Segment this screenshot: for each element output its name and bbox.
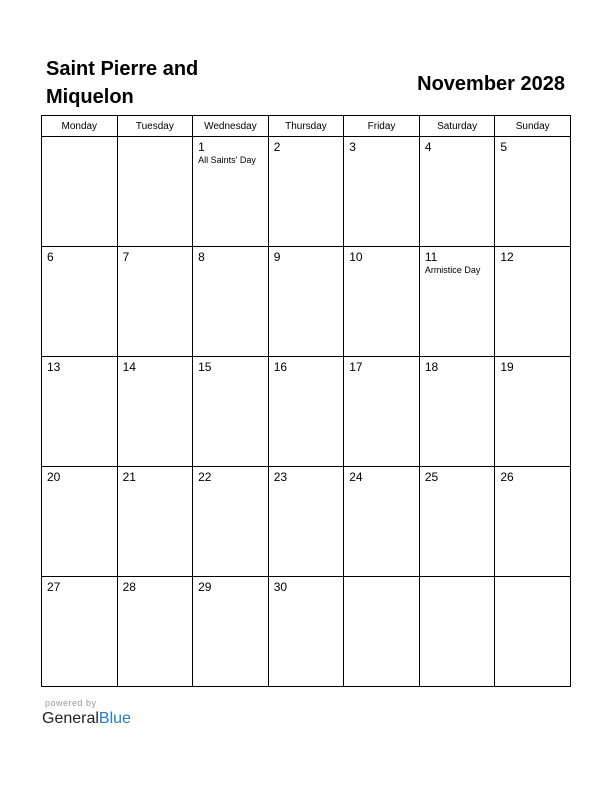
day-cell [344,247,420,357]
day-cell [117,577,193,687]
day-cell [268,577,344,687]
day-cell [117,357,193,467]
day-number: 11 [424,250,438,264]
weekday-wednesday: Wednesday [193,116,269,137]
day-number: 22 [198,470,212,484]
day-number: 28 [122,580,136,594]
day-number: 30 [273,580,288,594]
weekday-friday: Friday [344,116,420,137]
weekday-sunday: Sunday [495,116,571,137]
weekday-saturday: Saturday [419,116,495,137]
day-number: 17 [349,360,363,374]
day-cell [268,357,344,467]
day-cell [419,357,495,467]
day-number: 24 [349,470,363,484]
day-number: 12 [500,250,514,264]
day-cell [419,247,495,357]
day-number: 7 [122,250,130,264]
week-row [42,247,571,357]
day-cell [42,357,118,467]
weekday-header-row [42,116,571,137]
calendar-body [42,137,571,687]
day-number: 27 [47,580,61,594]
day-number: 14 [122,360,136,374]
day-cell [193,577,269,687]
week-row [42,577,571,687]
day-cell [419,467,495,577]
day-number: 4 [424,140,432,154]
day-number: 9 [273,250,281,264]
day-cell [344,357,420,467]
day-number [118,137,193,140]
day-number: 19 [500,360,514,374]
day-cell [268,137,344,247]
day-number: 16 [273,360,288,374]
day-number: 20 [47,470,61,484]
day-cell [419,577,495,687]
day-number: 21 [122,470,136,484]
holiday-label: All Saints' Day [198,155,256,165]
day-cell [495,467,571,577]
brand-general: General [42,710,99,727]
region-title: Saint Pierre and Miquelon [46,58,199,108]
weekday-thursday: Thursday [268,116,344,137]
brand-blue: Blue [98,710,131,727]
day-cell [117,467,193,577]
day-number: 3 [349,140,356,154]
day-cell [193,467,269,577]
day-number: 10 [349,250,363,264]
day-number: 15 [198,360,212,374]
day-cell [193,357,269,467]
footer-branding [42,698,131,729]
day-cell [344,467,420,577]
day-cell [117,137,193,247]
day-cell [344,137,420,247]
day-cell [42,467,118,577]
day-number: 5 [500,140,508,154]
week-row [42,357,571,467]
weekday-tuesday: Tuesday [117,116,193,137]
day-number: 29 [198,580,212,594]
holiday-label: Armistice Day [424,265,481,275]
day-cell [344,577,420,687]
day-number [495,577,570,580]
week-row [42,137,571,247]
day-cell [495,137,571,247]
day-number: 2 [273,140,281,154]
day-number: 26 [500,470,514,484]
day-cell [42,247,118,357]
brand-logo [42,709,131,729]
month-title: November 2028 [417,73,565,95]
day-cell [42,137,118,247]
day-cell [193,247,269,357]
day-number: 25 [424,470,439,484]
weekday-monday: Monday [42,116,118,137]
day-cell [268,467,344,577]
calendar-grid [41,115,571,687]
day-number [42,137,117,140]
day-number: 1 [198,140,205,154]
day-cell [268,247,344,357]
day-number [344,577,419,580]
day-cell [42,577,118,687]
day-cell [495,247,571,357]
day-cell [495,357,571,467]
day-cell [117,247,193,357]
day-number: 23 [273,470,288,484]
day-cell [193,137,269,247]
day-number [420,577,495,580]
day-number: 6 [47,250,54,264]
day-number: 8 [198,250,205,264]
day-cell [495,577,571,687]
day-cell [419,137,495,247]
week-row [42,467,571,577]
day-number: 13 [47,360,61,374]
powered-by-text: powered by [45,698,97,708]
day-number: 18 [424,360,439,374]
